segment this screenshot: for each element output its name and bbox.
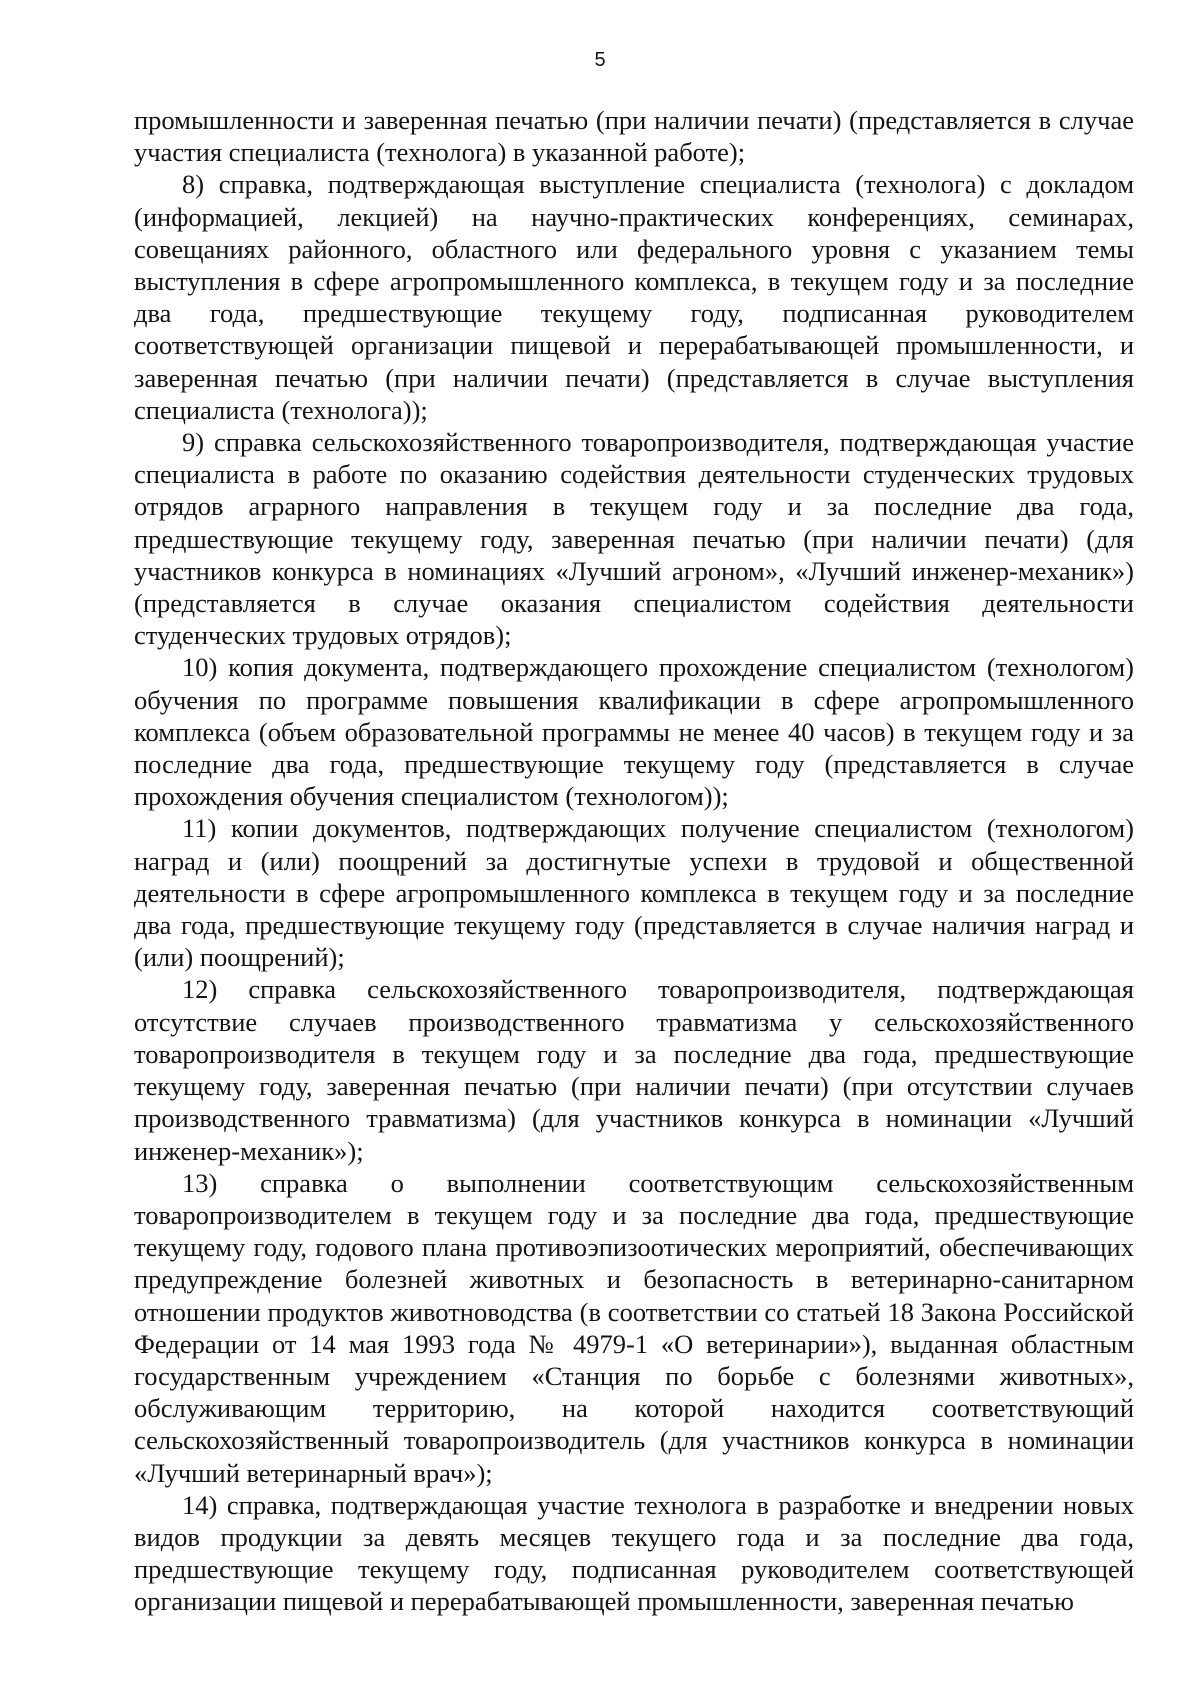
paragraph-item-14: 14) справка, подтверждающая участие технолога в разработке и внедрении новых видов продукции за девять месяцев текущего года и за последние два года, предшествующие текущему году, подписанная руководителем соответствующей организации пищевой и перерабатывающей промышленности, заверенная печатью (134, 1489, 1134, 1617)
paragraph-item-9: 9) справка сельскохозяйственного товаропроизводителя, подтверждающая участие специалиста в работе по оказанию содействия деятельности студенческих трудовых отрядов аграрного направления в текущем году и за последние два года, предшествующие текущему году, заверенная печатью (при наличии печати) (для участников конкурса в номинациях «Лучший агроном», «Лучший инженер-механик») (представляется в случае оказания специалистом содействия деятельности студенческих трудовых отрядов); (134, 427, 1134, 651)
paragraph-item-13: 13) справка о выполнении соответствующим сельскохозяйственным товаропроизводителем в текущем году и за последние два года, предшествующие текущему году, годового плана противоэпизоотических мероприятий, обеспечивающих предупреждение болезней животных и безопасность в ветеринарно-санитарном отношении продуктов животноводства (в соответствии со статьей 18 Закона Российской Федерации от 14 мая 1993 года № 4979-1 «О ветеринарии»), выданная областным государственным учреждением «Станция по борьбе с болезнями животных», обслуживающим территорию, на которой находится соответствующий сельскохозяйственный товаропроизводитель (для участников конкурса в номинации «Лучший ветеринарный врач»); (134, 1167, 1134, 1488)
paragraph-continuation: промышленности и заверенная печатью (при наличии печати) (представляется в случае участия специалиста (технолога) в указанной работе); (134, 105, 1134, 168)
document-body (134, 104, 1134, 1618)
paragraph-item-10: 10) копия документа, подтверждающего прохождение специалистом (технологом) обучения по программе повышения квалификации в сфере агропромышленного комплекса (объем образовательной программы не менее 40 часов) в текущем году и за последние два года, предшествующие текущему году (представляется в случае прохождения обучения специалистом (технологом)); (134, 652, 1134, 812)
paragraph-item-11: 11) копии документов, подтверждающих получение специалистом (технологом) наград и (или) поощрений за достигнутые успехи в трудовой и общественной деятельности в сфере агропромышленного комплекса в текущем году и за последние два года, предшествующие текущему году (представляется в случае наличия наград и (или) поощрений); (134, 813, 1134, 973)
paragraph-item-8: 8) справка, подтверждающая выступление специалиста (технолога) с докладом (информацией, лекцией) на научно-практических конференциях, семинарах, совещаниях районного, областного или федерального уровня с указанием темы выступления в сфере агропромышленного комплекса, в текущем году и за последние два года, предшествующие текущему году, подписанная руководителем соответствующей организации пищевой и перерабатывающей промышленности, и заверенная печатью (при наличии печати) (представляется в случае выступления специалиста (технолога)); (134, 169, 1134, 425)
paragraph-item-12: 12) справка сельскохозяйственного товаропроизводителя, подтверждающая отсутствие случаев производственного травматизма у сельскохозяйственного товаропроизводителя в текущем году и за последние два года, предшествующие текущему году, заверенная печатью (при наличии печати) (при отсутствии случаев производственного травматизма) (для участников конкурса в номинации «Лучший инженер-механик»); (134, 974, 1134, 1166)
page-number: 5 (594, 49, 606, 71)
